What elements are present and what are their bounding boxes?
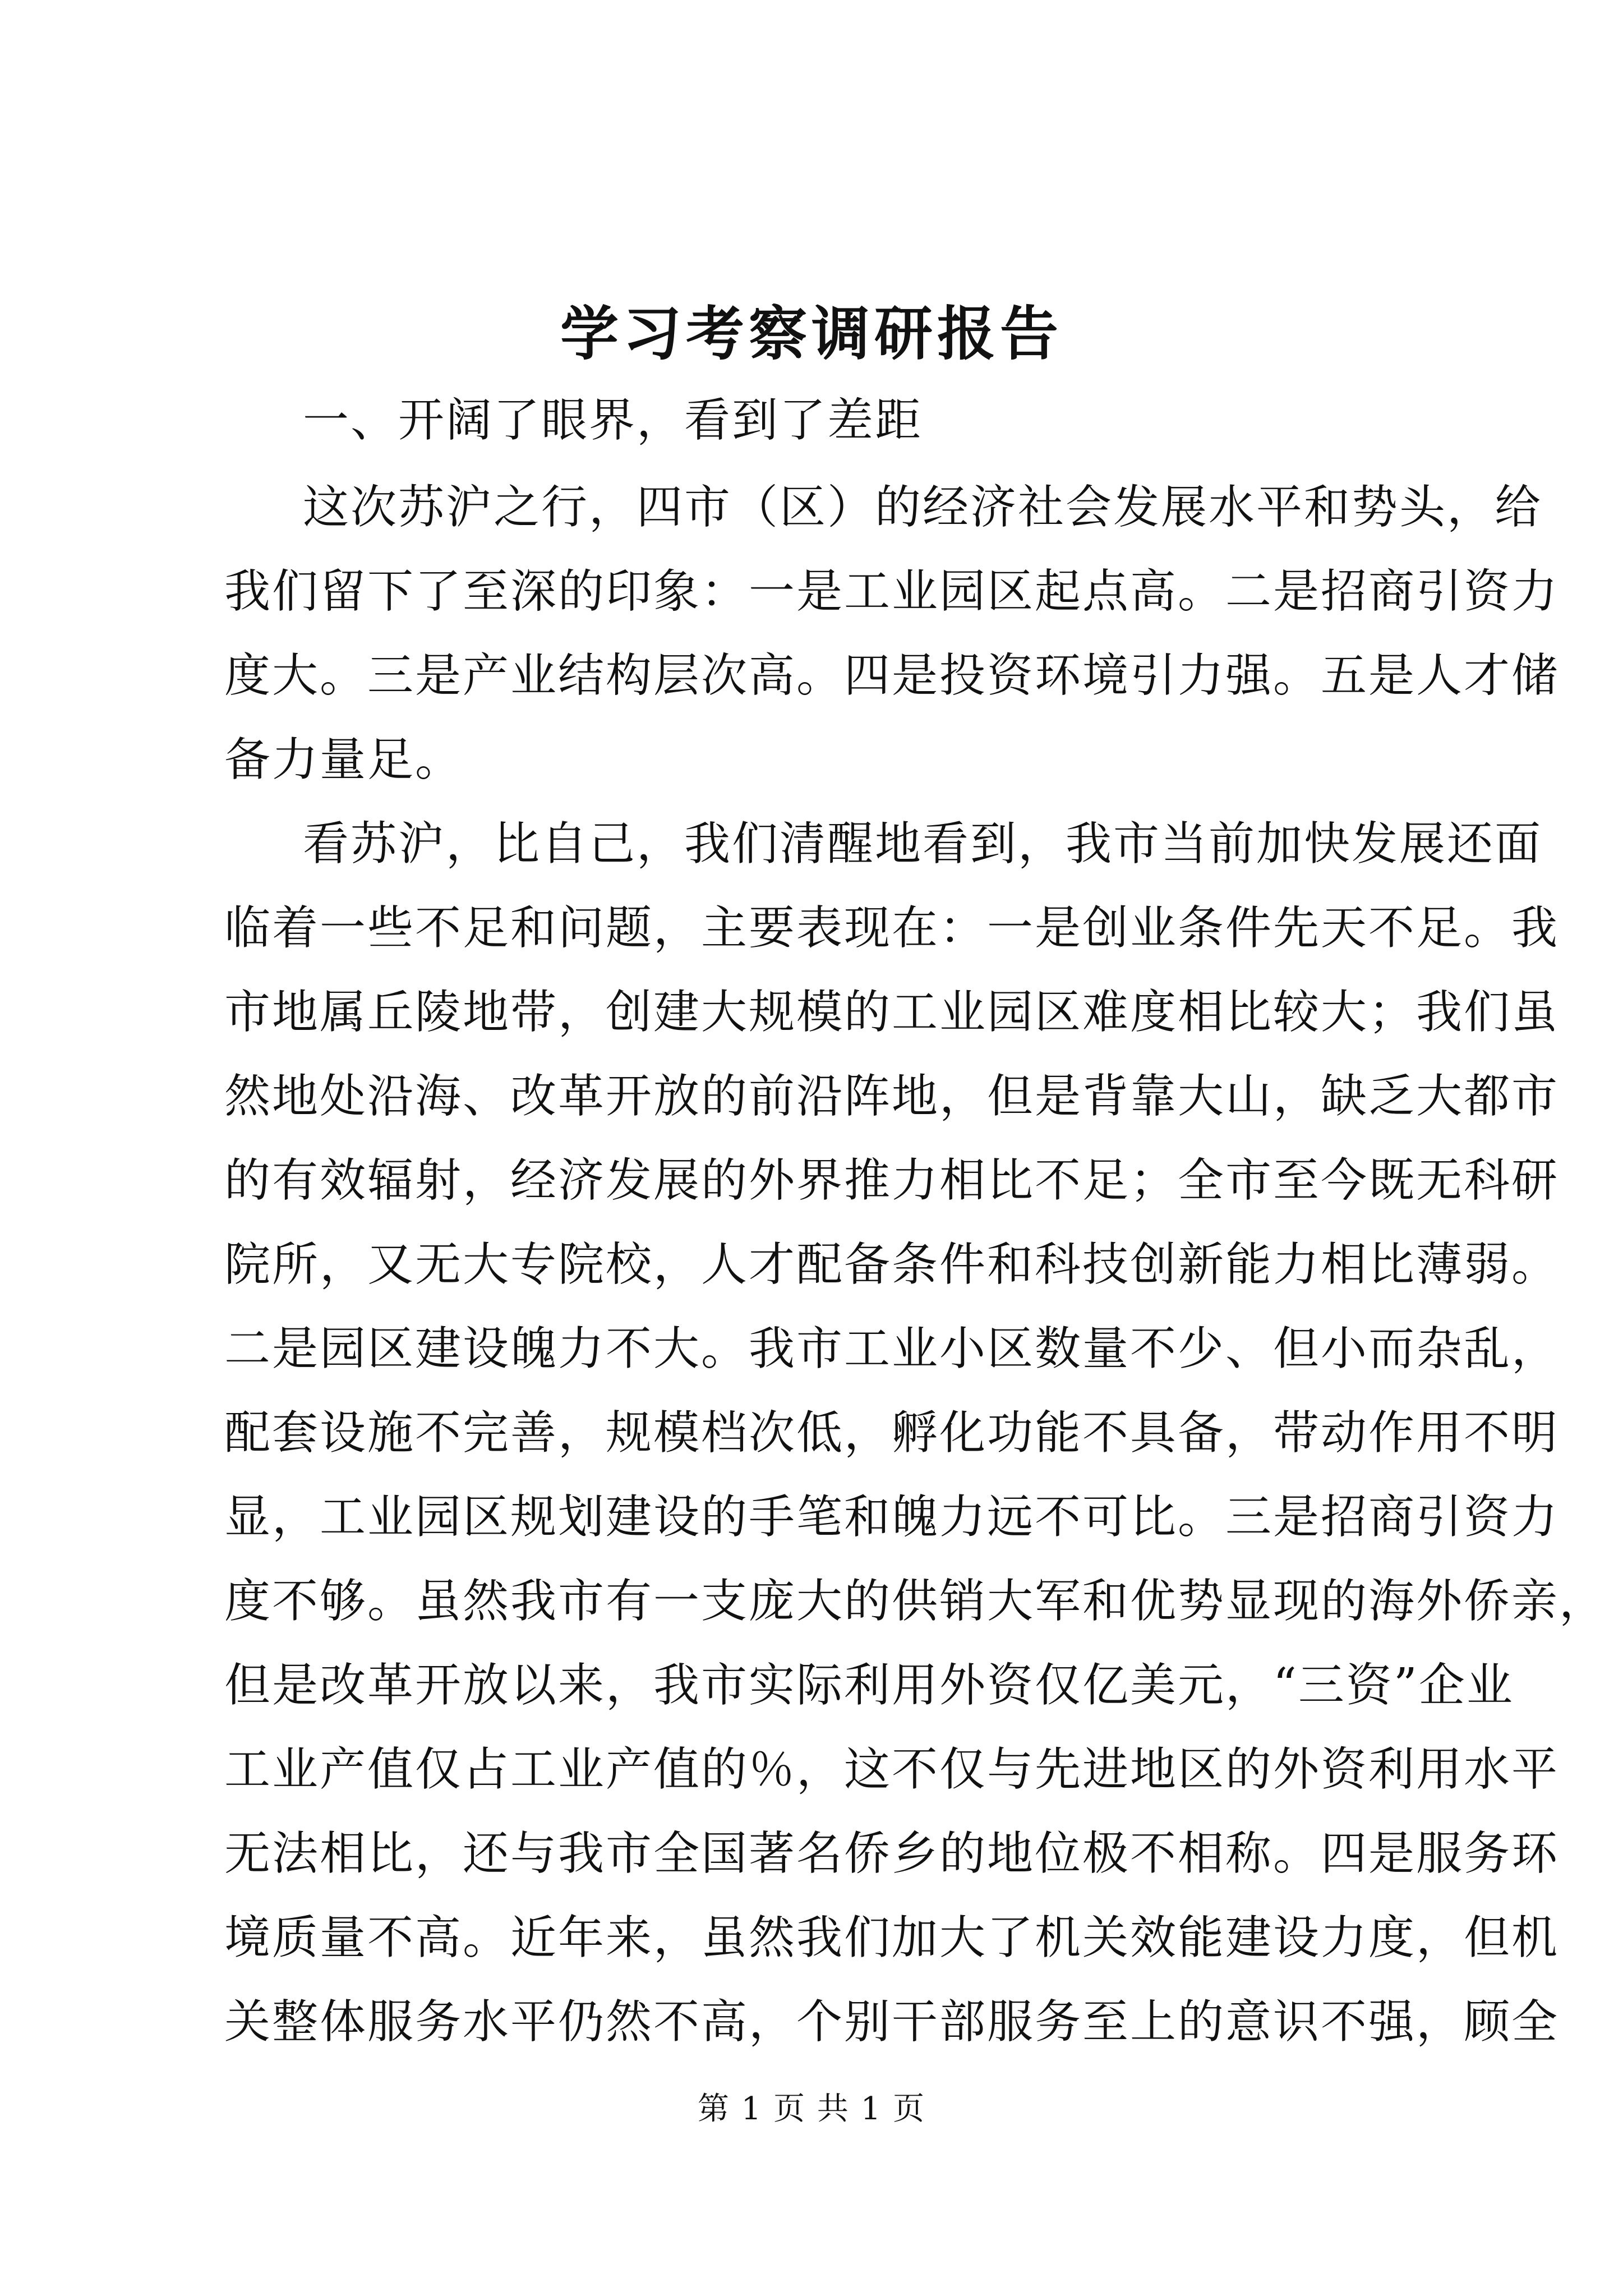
body-line: 备力量足。: [224, 733, 463, 786]
body-line: 无法相比，还与我市全国著名侨乡的地位极不相称。四是服务环: [224, 1827, 1560, 1880]
body-line: 度大。三是产业结构层次高。四是投资环境引力强。五是人才储: [224, 649, 1560, 702]
body-line: 配套设施不完善，规模档次低，孵化功能不具备，带动作用不明: [224, 1406, 1560, 1460]
body-line: 工业产值仅占工业产值的％，这不仅与先进地区的外资利用水平: [224, 1743, 1560, 1796]
body-line: 二是园区建设魄力不大。我市工业小区数量不少、但小而杂乱，: [224, 1322, 1560, 1375]
body-line: 度不够。虽然我市有一支庞大的供销大军和优势显现的海外侨亲，: [224, 1575, 1607, 1628]
page-title: 学习考察调研报告: [560, 299, 1063, 368]
body-line: 境质量不高。近年来，虽然我们加大了机关效能建设力度，但机: [224, 1911, 1560, 1964]
body-line: 关整体服务水平仍然不高，个别干部服务至上的意识不强，顾全: [224, 1995, 1560, 2049]
body-line: 我们留下了至深的印象：一是工业园区起点高。二是招商引资力: [224, 565, 1560, 618]
body-line: 然地处沿海、改革开放的前沿阵地，但是背靠大山，缺乏大都市: [224, 1070, 1560, 1123]
body-line: 看苏沪，比自己，我们清醒地看到，我市当前加快发展还面: [303, 817, 1543, 871]
body-line: 临着一些不足和问题，主要表现在：一是创业条件先天不足。我: [224, 901, 1560, 955]
body-line: 这次苏沪之行，四市（区）的经济社会发展水平和势头，给: [303, 481, 1543, 534]
body-line: 市地属丘陵地带，创建大规模的工业园区难度相比较大；我们虽: [224, 986, 1560, 1039]
body-line: 院所，又无大专院校，人才配备条件和科技创新能力相比薄弱。: [224, 1238, 1560, 1291]
body-line: 的有效辐射，经济发展的外界推力相比不足；全市至今既无科研: [224, 1154, 1560, 1207]
body-line: 显，工业园区规划建设的手笔和魄力远不可比。三是招商引资力: [224, 1490, 1560, 1544]
section-heading: 一、开阔了眼界，看到了差距: [303, 394, 923, 447]
body-line: 但是改革开放以来，我市实际利用外资仅亿美元，“三资”企业: [224, 1659, 1514, 1712]
page-footer: 第 1 页 共 1 页: [697, 2091, 926, 2127]
